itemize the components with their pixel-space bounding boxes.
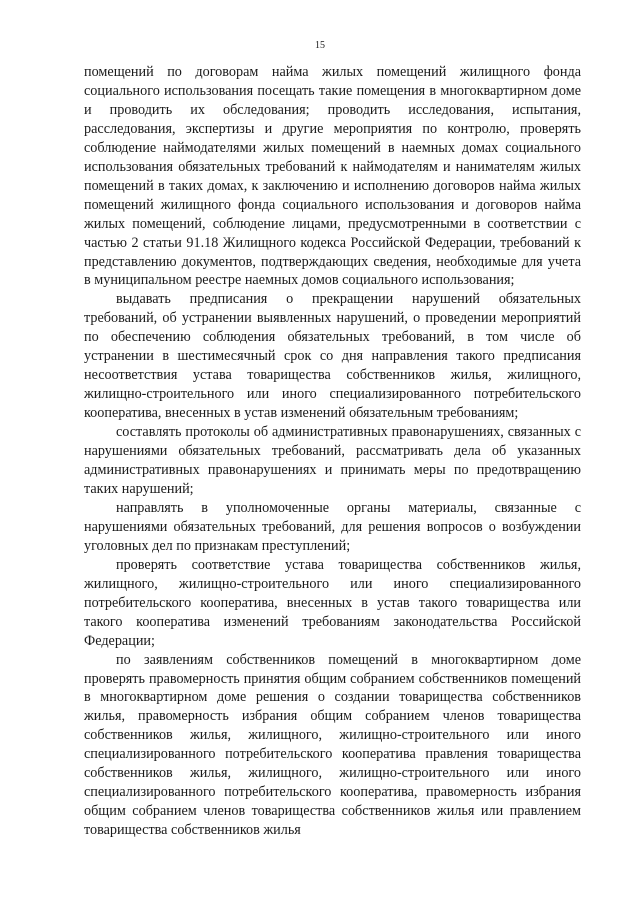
paragraph-draw-up-protocols: составлять протоколы об административных правонарушениях, связанных с нарушениями обязательных требований, рассматривать дела об указанных административных правонарушениях и принимать меры по предотвращению таких нарушений; — [84, 424, 581, 497]
paragraph-continued: помещений по договорам найма жилых помещений жилищного фонда социального использования посещать такие помещения в многоквартирном доме и проводить их обследования; проводить исследования, испытания, расследования, экспертизы и другие мероприятия по контролю, проверять соблюдение наймодателями жилых помещений в наемных домах социального использования обязательных требований к наймодателям и нанимателям жилых помещений в таких домах, к заключению и исполнению договоров найма жилых помещений жилищного фонда социального использования и договоров найма жилых помещений, соблюдение лицами, предусмотренными в соответствии с частью 2 статьи 91.18 Жилищного кодекса Российской Федерации, требований к представлению документов, подтверждающих сведения, необходимые для учета в муниципальном реестре наемных домов социального использования; — [84, 64, 581, 289]
page-number: 15 — [315, 40, 325, 51]
document-body — [84, 63, 581, 840]
paragraph-send-materials: направлять в уполномоченные органы материалы, связанные с нарушениями обязательных требований, для решения вопросов о возбуждении уголовных дел по признакам преступлений; — [84, 499, 581, 554]
paragraph-check-charter: проверять соответствие устава товарищества собственников жилья, жилищного, жилищно-строительного или иного специализированного потребительского кооператива, внесенных в устав такого товарищества или такого кооператива изменений требованиям законодательства Российской Федерации; — [84, 556, 581, 649]
paragraph-check-legitimacy: по заявлениям собственников помещений в многоквартирном доме проверять правомерность принятия общим собранием собственников помещений в многоквартирном доме решения о создании товарищества собственников жилья, правомерность избрания общим собранием членов товарищества собственников жилья, жилищного, жилищно-строительного или иного специализированного потребительского кооператива правления товарищества собственников жилья, жилищного, жилищно-строительного или иного специализированного потребительского кооператива, правомерность избрания общим собранием членов товарищества собственников жилья или правлением товарищества собственников жилья — [84, 651, 581, 839]
paragraph-issue-orders: выдавать предписания о прекращении нарушений обязательных требований, об устранении выявленных нарушений, о проведении мероприятий по обеспечению соблюдения обязательных требований, в том числе об устранении в шестимесячный срок со дня направления такого предписания несоответствия устава товарищества собственников жилья, жилищного, жилищно-строительного или иного специализированного потребительского кооператива, внесенных в устав изменений обязательным требованиям; — [84, 291, 581, 422]
